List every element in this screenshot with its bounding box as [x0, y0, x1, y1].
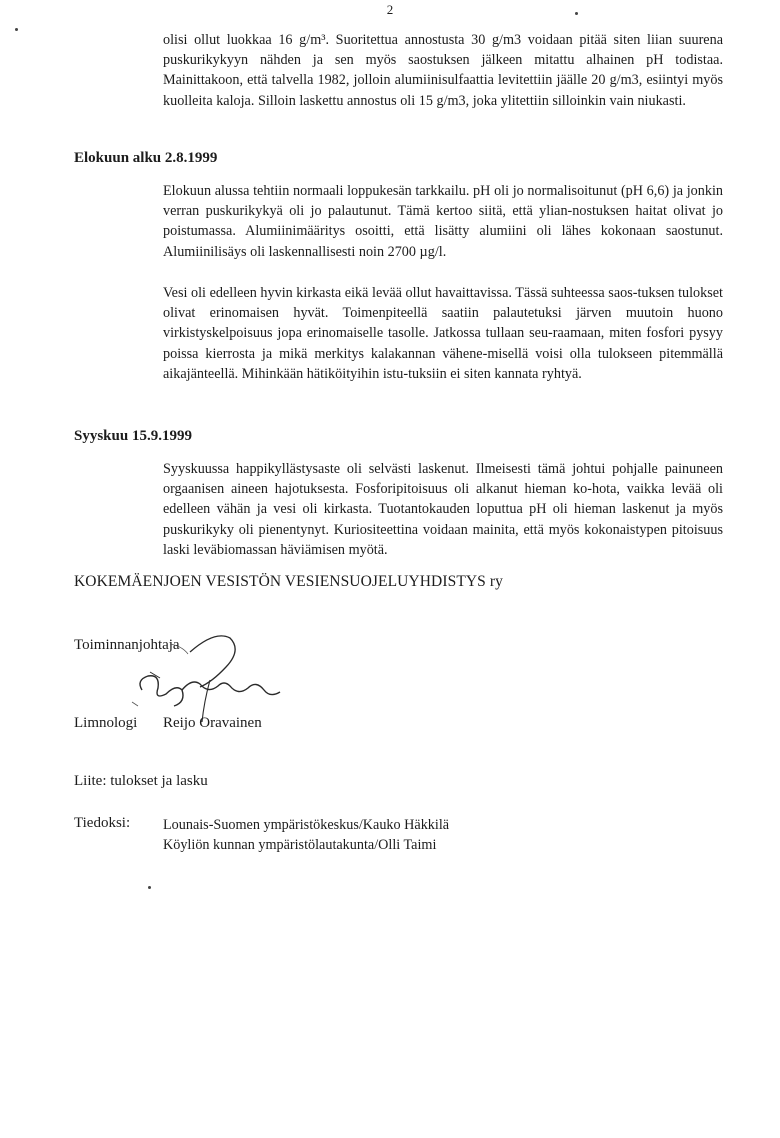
attachment-line: Liite: tulokset ja lasku: [74, 773, 208, 789]
recipient-item: Lounais-Suomen ympäristökeskus/Kauko Häkkilä: [163, 817, 450, 833]
title-label: Toiminnanjohtaja: [74, 637, 180, 653]
section-elokuu-paragraph-2: Vesi oli edelleen hyvin kirkasta eikä levää ollut havaittavissa. Tässä suhteessa saos-tuksen tulokset olivat erinomaisen hyvät. Toimenpiteellä saatiin palautetuksi järven muutoin huono virkistyskelpoisuus jopa erinomaiselle tasolle. Jatkossa tullaan seu-raamaan, miten fosfori pysyy poissa kierrosta ja mikä merkitys kalakannan vähene-misellä voisi olla tulokseen pitemmällä aikajänteellä. Mihinkään hätiköityihin istu-tuksiin ei siten kannata ryhtyä.: [163, 285, 723, 382]
scan-speck: [15, 28, 18, 31]
intro-paragraph: olisi ollut luokkaa 16 g/m³. Suoritettua annostusta 30 g/m3 voidaan pitää siten liian suurena puskurikykyyn nähden ja sen myös saostuksen jälkeen mitattu alhainen pH todistaa. Mainittakoon, että talvella 1982, jolloin alumiinisulfaattia levitettiin jäälle 20 g/m3, esiintyi myös kuolleita kaloja. Silloin laskettu annostus oli 15 g/m3, joka ylitettiin silloinkin vain niukasti.: [163, 32, 723, 109]
scan-speck: [148, 886, 151, 889]
organization-name: KOKEMÄENJOEN VESISTÖN VESIENSUOJELUYHDISTYS ry: [74, 573, 503, 590]
section-syyskuu-paragraph-1: Syyskuussa happikyllästysaste oli selvästi laskenut. Ilmeisesti tämä johtui pohjalle painuneen orgaanisen aineen hajotuksesta. Fosforipitoisuus oli alkanut hieman ko-hota, vaikka levää oli edelleen vähän ja vesi oli kirkasta. Tuotantokauden loputtua pH oli hieman laskenut ja myös puskurikyky oli pienentynyt. Kuriositeettina voidaan mainita, että myös kokonaistypen pitoisuus laski leväbiomassan häviämisen myötä.: [163, 461, 723, 558]
recipients-label: Tiedoksi:: [74, 815, 131, 831]
section-heading-syyskuu: Syyskuu 15.9.1999: [74, 428, 192, 444]
signer-name: Reijo Oravainen: [163, 715, 262, 731]
role-label: Limnologi: [74, 715, 138, 731]
scan-speck: [575, 12, 578, 15]
page-number: 2: [386, 2, 394, 17]
recipient-item: Köyliön kunnan ympäristölautakunta/Olli Taimi: [163, 837, 437, 853]
section-elokuu-paragraph-1: Elokuun alussa tehtiin normaali loppukesän tarkkailu. pH oli jo normalisoitunut (pH 6,6) ja jonkin verran puskurikykyä oli jo palautunut. Tämä kertoo siitä, että ylian-nostuksen haitat olivat jo poistumassa. Alumiinimääritys osoitti, että lisätty alumiini oli lähes kokonaan saostunut. Alumiinilisäys oli laskennallisesti noin 2700 µg/l.: [163, 183, 723, 260]
section-heading-elokuu: Elokuun alku 2.8.1999: [74, 150, 218, 166]
recipients-list: [163, 815, 449, 855]
